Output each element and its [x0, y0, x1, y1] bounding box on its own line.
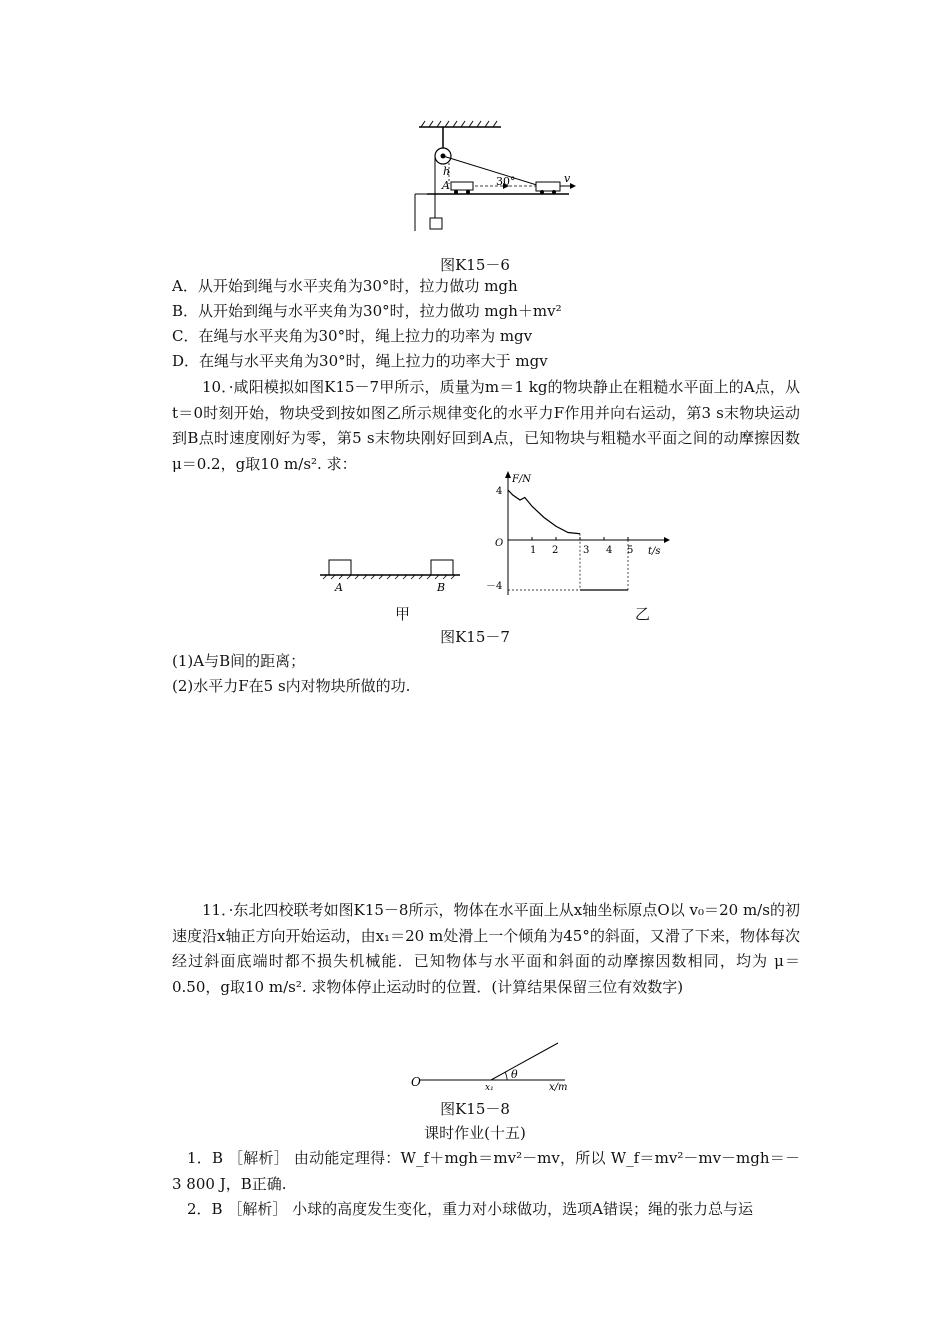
answers-title: 课时作业(十五)	[424, 1124, 526, 1142]
y-axis-label: F/N	[512, 474, 532, 485]
x-axis-label: t/s	[648, 546, 661, 557]
figure-k15-7-jia	[315, 555, 465, 600]
label-v: v	[564, 172, 571, 185]
figure-k15-7-label-yi: 乙	[635, 605, 651, 623]
figure-k15-6-caption: 图K15－6	[440, 256, 510, 274]
x-tick-4: 4	[606, 545, 613, 556]
x-tick-3: 3	[583, 545, 590, 556]
label-x1: x₁	[485, 1083, 494, 1093]
hanging-block	[430, 218, 442, 229]
question-10-text: 10．·咸阳模拟如图K15－7甲所示，质量为m＝1 kg的物块静止在粗糙水平面上的A点，从 t＝0时刻开始，物块受到按如图乙所示规律变化的水平力F作用并向右运动，第3 s末物块运动到B点时速度刚好为零，第5 s末物块刚好回到A点，已知物块与粗糙水平面之间的动摩擦因数 μ＝0.2，g取10 m/s². 求：	[172, 378, 800, 473]
question-10-part-2: (2)水平力F在5 s内对物块所做的功.	[172, 677, 411, 695]
option-b: B．从开始到绳与水平夹角为30°时，拉力做功 mgh＋mv²	[172, 302, 562, 320]
origin-label: O	[495, 538, 504, 549]
question-10-part-1: (1)A与B间的距离；	[172, 652, 306, 670]
option-d: D．在绳与水平夹角为30°时，绳上拉力的功率大于 mgv	[172, 352, 548, 370]
figure-k15-7-label-jia: 甲	[395, 605, 411, 623]
figure-k15-8	[405, 1038, 580, 1093]
x-tick-5: 5	[627, 545, 634, 556]
question-11-text: 11．·东北四校联考如图K15－8所示，物体在水平面上从x轴坐标原点O以 v₀＝20 m/s的初速度沿x轴正方向开始运动，由x₁＝20 m处滑上一个倾角为45°的斜面，又滑了下来，物体每次经过斜面底端时都不损失机械能．已知物体与水平面和斜面的动摩擦因数相同，均为 μ＝0.50，g取10 m/s². 求物体停止运动时的位置．(计算结果保留三位有效数字)	[172, 901, 800, 996]
x-tick-1: 1	[530, 545, 537, 556]
figure-k15-7-caption: 图K15－7	[440, 628, 510, 646]
figure-k15-7-yi-chart	[480, 470, 675, 600]
answer-1: 1．B ［解析］ 由动能定理得：W_f＋mgh＝mv²－mv，所以 W_f＝mv²－mv－mgh＝－3 800 J，B正确.	[172, 1149, 800, 1193]
y-tick-neg: －4	[486, 581, 503, 592]
answer-2: 2．B ［解析］ 小球的高度发生变化，重力对小球做功，选项A错误；绳的张力总与运	[187, 1200, 753, 1218]
label-theta: θ	[511, 1068, 518, 1081]
option-a: A．从开始到绳与水平夹角为30°时，拉力做功 mgh	[172, 277, 518, 295]
option-c: C．在绳与水平夹角为30°时，绳上拉力的功率为 mgv	[172, 327, 533, 345]
figure-k15-6	[405, 118, 580, 233]
origin-o: O	[411, 1075, 421, 1089]
label-angle: 30°	[496, 175, 516, 188]
figure-k15-8-caption: 图K15－8	[440, 1100, 510, 1118]
point-a-label: A	[335, 581, 343, 594]
series-line-0	[508, 490, 580, 534]
label-a: A	[442, 179, 450, 192]
y-tick-pos: 4	[496, 486, 503, 497]
label-h: h	[443, 165, 451, 178]
x-tick-2: 2	[552, 545, 559, 556]
point-b-label: B	[437, 581, 446, 594]
axis-label: x/m	[549, 1082, 568, 1093]
